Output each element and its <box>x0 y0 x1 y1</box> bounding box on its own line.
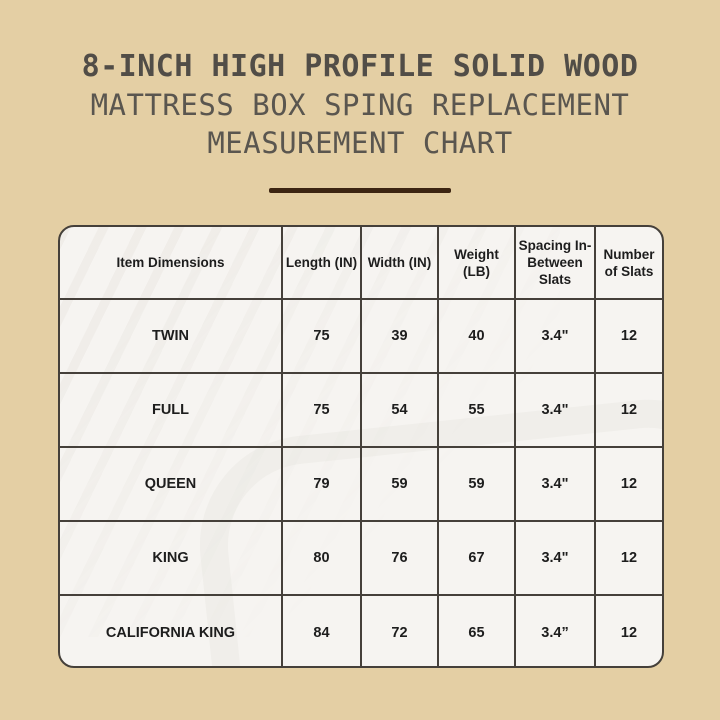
header-row <box>60 227 662 299</box>
column-header-spacing: Spacing In-Between Slats <box>515 227 595 299</box>
row-label: KING <box>60 521 282 595</box>
title-line-1: 8-INCH HIGH PROFILE SOLID WOOD <box>81 49 639 84</box>
column-header-item-dimensions: Item Dimensions <box>60 227 282 299</box>
spacing-value: 3.4" <box>515 521 595 595</box>
slats-value: 12 <box>595 521 662 595</box>
title-line-3: MEASUREMENT CHART <box>207 126 513 160</box>
weight-value: 40 <box>438 299 515 373</box>
spacing-value: 3.4” <box>515 595 595 668</box>
measurement-table-card <box>58 225 664 668</box>
row-label: FULL <box>60 373 282 447</box>
column-header-length: Length (IN) <box>282 227 361 299</box>
weight-value: 55 <box>438 373 515 447</box>
column-header-weight: Weight (LB) <box>438 227 515 299</box>
spacing-value: 3.4" <box>515 299 595 373</box>
width-value: 72 <box>361 595 438 668</box>
spacing-value: 3.4" <box>515 373 595 447</box>
width-value: 76 <box>361 521 438 595</box>
column-header-width: Width (IN) <box>361 227 438 299</box>
length-value: 84 <box>282 595 361 668</box>
width-value: 39 <box>361 299 438 373</box>
row-label: QUEEN <box>60 447 282 521</box>
width-value: 54 <box>361 373 438 447</box>
weight-value: 65 <box>438 595 515 668</box>
page-title <box>0 0 720 162</box>
table-row-twin <box>60 299 662 373</box>
table-row-king <box>60 521 662 595</box>
length-value: 75 <box>282 299 361 373</box>
row-label: TWIN <box>60 299 282 373</box>
slats-value: 12 <box>595 447 662 521</box>
slats-value: 12 <box>595 373 662 447</box>
measurement-table <box>60 227 662 668</box>
length-value: 80 <box>282 521 361 595</box>
slats-value: 12 <box>595 299 662 373</box>
width-value: 59 <box>361 447 438 521</box>
spacing-value: 3.4" <box>515 447 595 521</box>
table-row-queen <box>60 447 662 521</box>
weight-value: 67 <box>438 521 515 595</box>
length-value: 75 <box>282 373 361 447</box>
table-row-full <box>60 373 662 447</box>
title-line-2: MATTRESS BOX SPING REPLACEMENT <box>90 88 630 122</box>
table-row-california-king <box>60 595 662 668</box>
title-divider-rule <box>269 188 451 193</box>
column-header-number-of-slats: Number of Slats <box>595 227 662 299</box>
length-value: 79 <box>282 447 361 521</box>
slats-value: 12 <box>595 595 662 668</box>
row-label: CALIFORNIA KING <box>60 595 282 668</box>
weight-value: 59 <box>438 447 515 521</box>
